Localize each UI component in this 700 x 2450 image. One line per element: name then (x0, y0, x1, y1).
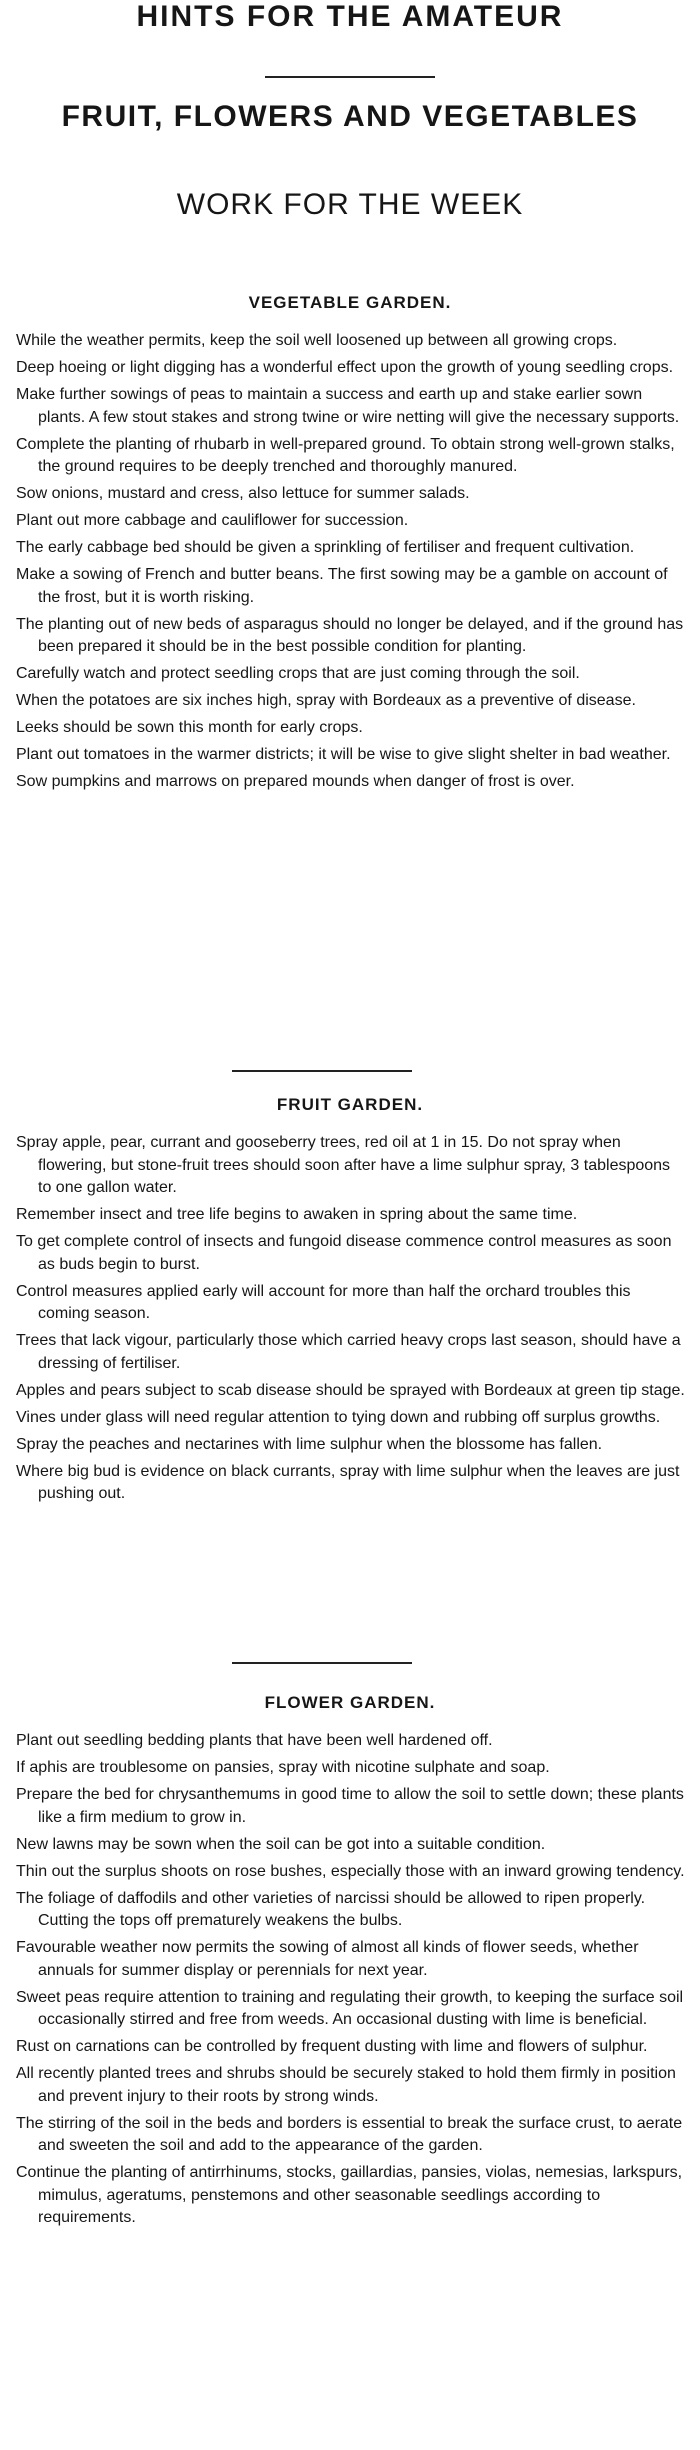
list-item: Remember insect and tree life begins to awaken in spring about the same time. (16, 1206, 578, 1223)
list-item: Control measures applied early will account for more than half the orchard troubles this coming season. (16, 1282, 631, 1322)
fruit-garden-section (0, 1094, 700, 1510)
flower-garden-section (0, 1692, 700, 2234)
list-item: Sweet peas require attention to training and regulating their growth, to keeping the surface soil occasionally stirred and free from weeds. An occasional dusting with lime is beneficial. (16, 1988, 684, 2028)
list-item: Sow onions, mustard and cress, also lettuce for summer salads. (16, 485, 470, 502)
list-item: Thin out the surplus shoots on rose bushes, especially those with an inward growing tendency. (16, 1862, 685, 1880)
list-item: Rust on carnations can be controlled by frequent dusting with lime and flowers of sulphur. (16, 2038, 648, 2055)
vegetable-items (0, 330, 700, 794)
list-item: Vines under glass will need regular attention to tying down and rubbing off surplus growths. (16, 1408, 661, 1426)
list-item: Where big bud is evidence on black currants, spray with lime sulphur when the leaves are just pushing out. (16, 1462, 680, 1502)
list-item: Make a sowing of French and butter beans. The first sowing may be a gamble on account of the frost, but it is worth risking. (16, 566, 668, 606)
list-item: Carefully watch and protect seedling crops that are just coming through the soil. (16, 665, 580, 682)
list-item: New lawns may be sown when the soil can be got into a suitable condition. (16, 1835, 546, 1853)
list-item: Sow pumpkins and marrows on prepared mounds when danger of frost is over. (16, 773, 575, 790)
section-divider (232, 1662, 412, 1664)
list-item: The planting out of new beds of asparagus should no longer be delayed, and if the ground has been prepared it should be in the best possible condition for planting. (16, 615, 684, 655)
vegetable-garden-section (0, 292, 700, 798)
list-item: Spray apple, pear, currant and gooseberry trees, red oil at 1 in 15. Do not spray when flowering, but stone-fruit trees should soon after have a lime sulphur spray, 3 tablespoons to one gallon water. (16, 1134, 671, 1196)
list-item: Plant out seedling bedding plants that have been well hardened off. (16, 1732, 493, 1749)
section-title-vegetable: VEGETABLE GARDEN. (248, 293, 452, 312)
section-divider (232, 1070, 412, 1072)
list-item: Continue the planting of antirrhinums, stocks, gaillardias, pansies, violas, nemesias, larkspurs, mimulus, ageratums, penstemons and other seasonable seedlings according to requirements. (16, 2164, 683, 2226)
section-title-fruit: FRUIT GARDEN. (276, 1095, 424, 1114)
list-item: Leeks should be sown this month for early crops. (16, 719, 363, 736)
fruit-items (0, 1132, 700, 1506)
list-item: Apples and pears subject to scab disease should be sprayed with Bordeaux at green tip stage. (16, 1381, 685, 1399)
list-item: Spray the peaches and nectarines with lime sulphur when the blossome has fallen. (16, 1435, 603, 1453)
list-item: While the weather permits, keep the soil well loosened up between all growing crops. (16, 332, 618, 349)
work-heading: WORK FOR THE WEEK (176, 188, 524, 221)
list-item: Trees that lack vigour, particularly those which carried heavy crops last season, should have a dressing of fertiliser. (16, 1332, 681, 1372)
list-item: Favourable weather now permits the sowing of almost all kinds of flower seeds, whether annuals for summer display or perennials for next year. (16, 1939, 639, 1979)
list-item: Prepare the bed for chrysanthemums in good time to allow the soil to settle down; these plants like a firm medium to grow in. (16, 1786, 684, 1826)
list-item: Plant out tomatoes in the warmer districts; it will be wise to give slight shelter in bad weather. (16, 746, 671, 763)
list-item: The stirring of the soil in the beds and borders is essential to break the surface crust, to aerate and sweeten the soil and add to the appearance of the garden. (16, 2114, 683, 2154)
list-item: The early cabbage bed should be given a sprinkling of fertiliser and frequent cultivation. (16, 539, 635, 556)
list-item: Complete the planting of rhubarb in well-prepared ground. To obtain strong well-grown stalks, the ground requires to be deeply trenched and thoroughly manured. (16, 435, 675, 475)
page-title: HINTS FOR THE AMATEUR (136, 0, 564, 33)
list-item: All recently planted trees and shrubs should be securely staked to hold them firmly in position and prevent injury to their roots by strong winds. (16, 2065, 676, 2105)
list-item: If aphis are troublesome on pansies, spray with nicotine sulphate and soap. (16, 1759, 550, 1776)
list-item: Plant out more cabbage and cauliflower for succession. (16, 512, 409, 529)
title-divider (265, 76, 435, 78)
list-item: Make further sowings of peas to maintain a success and earth up and stake earlier sown plants. A few stout stakes and strong twine or wire netting will give the necessary supports. (16, 386, 680, 426)
section-title-flower: FLOWER GARDEN. (264, 1693, 436, 1712)
flower-items (0, 1730, 700, 2230)
list-item: When the potatoes are six inches high, spray with Bordeaux as a preventive of disease. (16, 692, 636, 709)
list-item: The foliage of daffodils and other varieties of narcissi should be allowed to ripen properly. Cutting the tops off prematurely weakens the bulbs. (16, 1889, 646, 1929)
page-subtitle: FRUIT, FLOWERS AND VEGETABLES (61, 100, 639, 133)
list-item: Deep hoeing or light digging has a wonderful effect upon the growth of young seedling crops. (16, 359, 674, 376)
list-item: To get complete control of insects and fungoid disease commence control measures as soon as buds begin to burst. (16, 1233, 672, 1273)
